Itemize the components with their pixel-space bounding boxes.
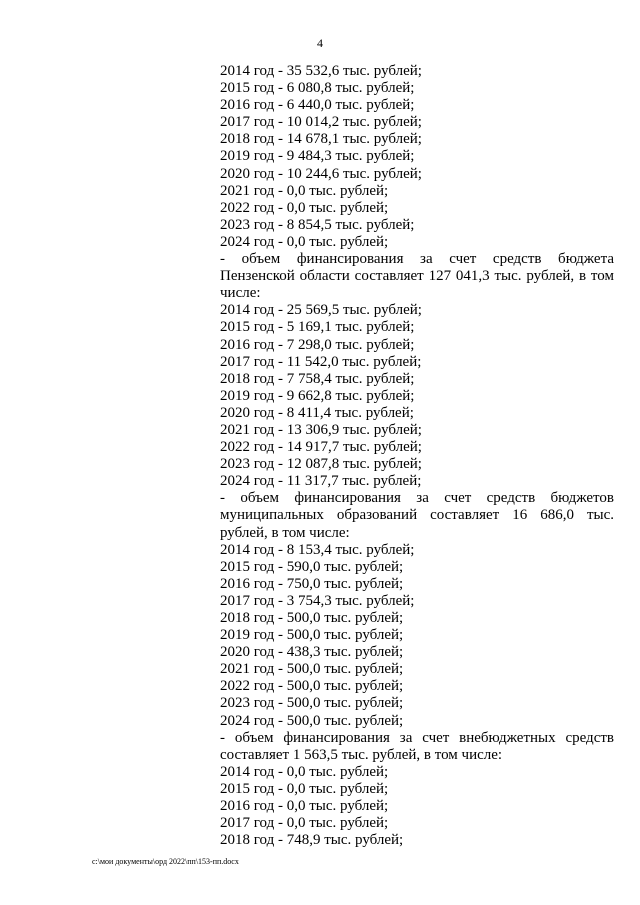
footer-file-path: c:\мои документы\орд 2022\пп\153-пп.docx: [92, 857, 239, 866]
year-funding-line: 2015 год - 0,0 тыс. рублей;: [220, 780, 389, 797]
year-funding-line: 2022 год - 14 917,7 тыс. рублей;: [220, 439, 422, 456]
year-funding-line: 2019 год - 9 484,3 тыс. рублей;: [220, 148, 415, 165]
year-funding-line: 2016 год - 6 440,0 тыс. рублей;: [220, 97, 415, 114]
year-funding-line: 2016 год - 7 298,0 тыс. рублей;: [220, 336, 415, 353]
year-funding-line: 2022 год - 0,0 тыс. рублей;: [220, 199, 389, 216]
year-funding-line: 2015 год - 5 169,1 тыс. рублей;: [220, 319, 415, 336]
year-funding-line: 2019 год - 500,0 тыс. рублей;: [220, 627, 404, 644]
federal-funding-years: [220, 63, 614, 251]
regional-budget-paragraph: - объем финансирования за счет средств бюджета Пензенской области составляет 127 041,3 тыс. рублей, в том числе:: [220, 251, 614, 302]
regional-funding-years: [220, 302, 614, 490]
year-funding-line: 2021 год - 500,0 тыс. рублей;: [220, 661, 404, 678]
year-funding-line: 2016 год - 750,0 тыс. рублей;: [220, 575, 404, 592]
year-funding-line: 2024 год - 11 317,7 тыс. рублей;: [220, 473, 422, 490]
year-funding-line: 2014 год - 0,0 тыс. рублей;: [220, 763, 389, 780]
document-body: [220, 63, 614, 849]
year-funding-line: 2023 год - 12 087,8 тыс. рублей;: [220, 456, 422, 473]
municipal-funding-years: [220, 542, 614, 730]
year-funding-line: 2017 год - 10 014,2 тыс. рублей;: [220, 114, 422, 131]
year-funding-line: 2018 год - 500,0 тыс. рублей;: [220, 610, 404, 626]
year-funding-line: 2014 год - 8 153,4 тыс. рублей;: [220, 541, 415, 558]
year-funding-line: 2018 год - 14 678,1 тыс. рублей;: [220, 131, 422, 148]
year-funding-line: 2021 год - 0,0 тыс. рублей;: [220, 182, 389, 199]
year-funding-line: 2020 год - 8 411,4 тыс. рублей;: [220, 404, 414, 421]
year-funding-line: 2017 год - 11 542,0 тыс. рублей;: [220, 353, 422, 370]
year-funding-line: 2023 год - 500,0 тыс. рублей;: [220, 695, 404, 712]
year-funding-line: 2017 год - 3 754,3 тыс. рублей;: [220, 592, 415, 609]
year-funding-line: 2020 год - 10 244,6 тыс. рублей;: [220, 165, 422, 182]
year-funding-line: 2016 год - 0,0 тыс. рублей;: [220, 798, 389, 815]
year-funding-line: 2017 год - 0,0 тыс. рублей;: [220, 815, 389, 832]
extrabudgetary-paragraph: - объем финансирования за счет внебюджетных средств составляет 1 563,5 тыс. рублей, в том числе:: [220, 729, 614, 763]
year-funding-line: 2014 год - 35 532,6 тыс. рублей;: [220, 63, 422, 79]
extrabudgetary-funding-years: [220, 764, 614, 849]
year-funding-line: 2020 год - 438,3 тыс. рублей;: [220, 644, 404, 661]
year-funding-line: 2014 год - 25 569,5 тыс. рублей;: [220, 302, 422, 319]
year-funding-line: 2018 год - 7 758,4 тыс. рублей;: [220, 370, 415, 387]
year-funding-line: 2024 год - 0,0 тыс. рублей;: [220, 233, 389, 250]
year-funding-line: 2022 год - 500,0 тыс. рублей;: [220, 678, 404, 695]
year-funding-line: 2015 год - 6 080,8 тыс. рублей;: [220, 80, 415, 97]
year-funding-line: 2018 год - 748,9 тыс. рублей;: [220, 832, 404, 849]
year-funding-line: 2023 год - 8 854,5 тыс. рублей;: [220, 216, 415, 233]
year-funding-line: 2019 год - 9 662,8 тыс. рублей;: [220, 387, 415, 404]
year-funding-line: 2015 год - 590,0 тыс. рублей;: [220, 558, 404, 575]
municipal-budget-paragraph: - объем финансирования за счет средств бюджетов муниципальных образований составляет 16 686,0 тыс. рублей, в том числе:: [220, 490, 614, 541]
page-number: 4: [317, 36, 323, 50]
year-funding-line: 2021 год - 13 306,9 тыс. рублей;: [220, 421, 422, 438]
year-funding-line: 2024 год - 500,0 тыс. рублей;: [220, 712, 404, 729]
